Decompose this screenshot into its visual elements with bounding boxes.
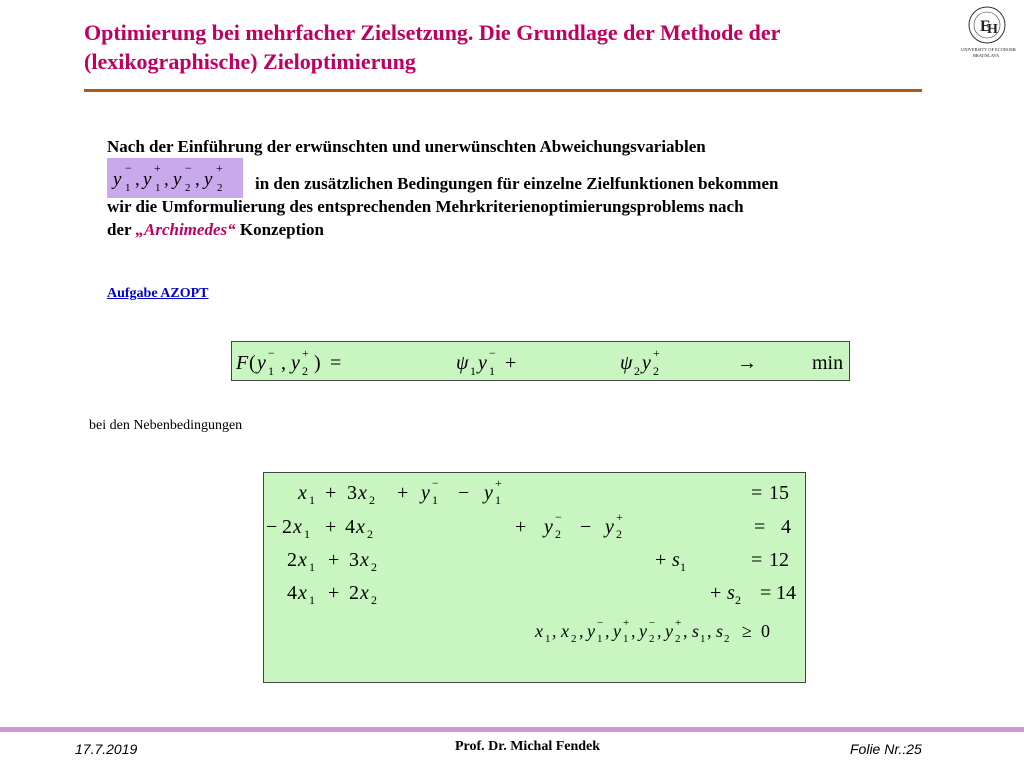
svg-text:y: y xyxy=(605,516,614,538)
task-link[interactable]: Aufgabe AZOPT xyxy=(107,286,209,301)
svg-text:x: x xyxy=(360,582,369,604)
svg-text:−: − xyxy=(649,617,656,629)
svg-text:BRATISLAVA: BRATISLAVA xyxy=(973,53,1000,58)
svg-text:y: y xyxy=(484,482,493,504)
svg-text:0: 0 xyxy=(761,621,770,641)
svg-text:1: 1 xyxy=(309,493,315,507)
svg-text:s: s xyxy=(727,582,735,604)
svg-text:1: 1 xyxy=(432,493,438,507)
svg-text:2: 2 xyxy=(571,633,577,645)
svg-text:=: = xyxy=(751,549,763,571)
svg-text:2: 2 xyxy=(367,527,373,541)
footer-divider xyxy=(0,727,1024,732)
svg-text:,: , xyxy=(164,169,169,190)
svg-text:2: 2 xyxy=(649,633,655,645)
svg-text:−: − xyxy=(580,516,592,538)
svg-text:1: 1 xyxy=(470,364,476,378)
svg-text:−: − xyxy=(268,346,275,360)
deviation-variables-formula xyxy=(107,158,243,198)
svg-text:1: 1 xyxy=(623,633,629,645)
title-line-2: (lexikographische) Zieloptimierung xyxy=(84,49,416,74)
svg-text:+: + xyxy=(397,482,409,504)
archimedes-name: „Archimedes“ xyxy=(135,220,236,239)
svg-text:x: x xyxy=(360,549,369,571)
svg-text:ψ: ψ xyxy=(620,352,633,374)
svg-text:2: 2 xyxy=(675,633,681,645)
svg-text:y: y xyxy=(665,621,673,641)
svg-text:y: y xyxy=(613,621,621,641)
svg-text:,: , xyxy=(552,621,557,641)
svg-text:−: − xyxy=(555,510,562,524)
svg-text:2: 2 xyxy=(371,593,377,607)
svg-text:x: x xyxy=(298,482,307,504)
svg-text:s: s xyxy=(716,621,724,641)
svg-text:+: + xyxy=(505,352,517,374)
svg-text:−: − xyxy=(125,161,132,175)
svg-text:4: 4 xyxy=(345,516,355,538)
svg-text:,: , xyxy=(135,169,140,190)
svg-text:2: 2 xyxy=(185,182,191,194)
svg-text:,: , xyxy=(605,621,610,641)
svg-text:+: + xyxy=(325,482,337,504)
svg-text:x: x xyxy=(298,549,307,571)
svg-text:1: 1 xyxy=(680,560,686,574)
svg-text:1: 1 xyxy=(700,633,706,645)
svg-text:=: = xyxy=(760,582,772,604)
svg-text:F: F xyxy=(236,352,249,374)
svg-text:,: , xyxy=(657,621,662,641)
svg-text:2: 2 xyxy=(369,493,375,507)
svg-text:=: = xyxy=(330,352,342,374)
university-logo xyxy=(958,3,1016,59)
svg-text:+: + xyxy=(154,161,161,175)
footer-author: Prof. Dr. Michal Fendek xyxy=(455,739,601,754)
svg-text:E: E xyxy=(980,18,991,35)
svg-text:=: = xyxy=(751,482,763,504)
svg-text:x: x xyxy=(358,482,367,504)
svg-text:2: 2 xyxy=(302,364,308,378)
svg-text:y: y xyxy=(173,169,182,190)
svg-text:y: y xyxy=(478,352,487,374)
svg-text:≥: ≥ xyxy=(742,621,752,641)
intro-line-3: wir die Umformulierung des entsprechenden Mehrkriterienoptimierungsproblems nach xyxy=(107,197,744,216)
svg-text:s: s xyxy=(672,549,680,571)
svg-text:y: y xyxy=(421,482,430,504)
svg-text:,: , xyxy=(281,352,286,374)
svg-text:−: − xyxy=(432,476,439,490)
constraints-formula xyxy=(263,472,806,683)
svg-text:3: 3 xyxy=(349,549,359,571)
svg-text:min: min xyxy=(812,352,844,374)
svg-text:−: − xyxy=(458,482,470,504)
svg-text:1: 1 xyxy=(155,182,161,194)
svg-text:2: 2 xyxy=(349,582,359,604)
svg-text:): ) xyxy=(314,352,321,374)
svg-text:1: 1 xyxy=(309,593,315,607)
svg-text:,: , xyxy=(631,621,636,641)
svg-text:,: , xyxy=(579,621,584,641)
svg-text:4: 4 xyxy=(781,516,791,538)
svg-text:+: + xyxy=(616,510,623,524)
svg-text:+: + xyxy=(655,549,667,571)
svg-text:2: 2 xyxy=(555,527,561,541)
svg-text:s: s xyxy=(692,621,700,641)
intro-line-1: Nach der Einführung der erwünschten und unerwünschten Abweichungsvariablen xyxy=(107,137,706,156)
svg-text:+: + xyxy=(623,617,630,629)
slide-title xyxy=(84,18,924,76)
svg-text:x: x xyxy=(298,582,307,604)
svg-text:−: − xyxy=(597,617,604,629)
title-underline xyxy=(84,89,922,92)
intro-line-4 xyxy=(107,218,324,241)
svg-text:y: y xyxy=(587,621,595,641)
svg-text:12: 12 xyxy=(769,549,789,571)
svg-text:2: 2 xyxy=(653,364,659,378)
svg-text:→: → xyxy=(737,352,757,374)
svg-text:,: , xyxy=(683,621,688,641)
title-line-1: Optimierung bei mehrfacher Zielsetzung. Die Grundlage der Methode der xyxy=(84,20,781,45)
svg-text:1: 1 xyxy=(495,493,501,507)
svg-text:,: , xyxy=(707,621,712,641)
svg-text:y: y xyxy=(544,516,553,538)
svg-text:y: y xyxy=(291,352,300,374)
svg-text:2: 2 xyxy=(634,364,640,378)
svg-text:−: − xyxy=(266,516,278,538)
svg-text:UNIVERSITY OF ECONOMICS: UNIVERSITY OF ECONOMICS xyxy=(961,47,1016,52)
svg-text:+: + xyxy=(495,476,502,490)
svg-text:x: x xyxy=(561,621,569,641)
svg-text:+: + xyxy=(302,346,309,360)
svg-text:+: + xyxy=(515,516,527,538)
svg-text:4: 4 xyxy=(287,582,297,604)
svg-text:2: 2 xyxy=(282,516,292,538)
intro-line-2: in den zusätzlichen Bedingungen für einzelne Zielfunktionen bekommen xyxy=(255,174,779,193)
svg-text:=: = xyxy=(754,516,766,538)
svg-text:+: + xyxy=(328,549,340,571)
line4-prefix: der xyxy=(107,220,136,239)
objective-function-formula xyxy=(231,341,850,381)
svg-text:3: 3 xyxy=(347,482,357,504)
svg-text:+: + xyxy=(325,516,337,538)
svg-text:y: y xyxy=(113,169,122,190)
svg-text:ψ: ψ xyxy=(456,352,469,374)
svg-text:,: , xyxy=(195,169,200,190)
svg-text:15: 15 xyxy=(769,482,789,504)
svg-text:2: 2 xyxy=(616,527,622,541)
svg-text:+: + xyxy=(710,582,722,604)
svg-text:1: 1 xyxy=(309,560,315,574)
line4-suffix: Konzeption xyxy=(235,220,324,239)
svg-text:+: + xyxy=(216,161,223,175)
svg-text:y: y xyxy=(204,169,213,190)
svg-text:H: H xyxy=(987,22,998,37)
svg-text:2: 2 xyxy=(371,560,377,574)
svg-text:1: 1 xyxy=(597,633,603,645)
svg-text:y: y xyxy=(639,621,647,641)
svg-text:14: 14 xyxy=(776,582,796,604)
footer-date: 17.7.2019 xyxy=(75,741,138,757)
svg-text:x: x xyxy=(535,621,543,641)
svg-text:x: x xyxy=(356,516,365,538)
svg-text:−: − xyxy=(185,161,192,175)
svg-text:(: ( xyxy=(249,352,256,374)
svg-text:+: + xyxy=(675,617,682,629)
svg-text:2: 2 xyxy=(217,182,223,194)
footer-slide-number: Folie Nr.:25 xyxy=(850,741,922,757)
svg-text:1: 1 xyxy=(304,527,310,541)
svg-text:1: 1 xyxy=(545,633,551,645)
svg-text:x: x xyxy=(293,516,302,538)
constraints-intro: bei den Nebenbedingungen xyxy=(89,418,243,433)
svg-text:2: 2 xyxy=(287,549,297,571)
svg-text:1: 1 xyxy=(125,182,131,194)
svg-text:2: 2 xyxy=(724,633,730,645)
svg-text:1: 1 xyxy=(268,364,274,378)
svg-text:y: y xyxy=(143,169,152,190)
svg-text:+: + xyxy=(653,346,660,360)
svg-text:+: + xyxy=(328,582,340,604)
svg-text:y: y xyxy=(257,352,266,374)
svg-text:2: 2 xyxy=(735,593,741,607)
svg-text:−: − xyxy=(489,346,496,360)
svg-text:1: 1 xyxy=(489,364,495,378)
svg-text:y: y xyxy=(642,352,651,374)
